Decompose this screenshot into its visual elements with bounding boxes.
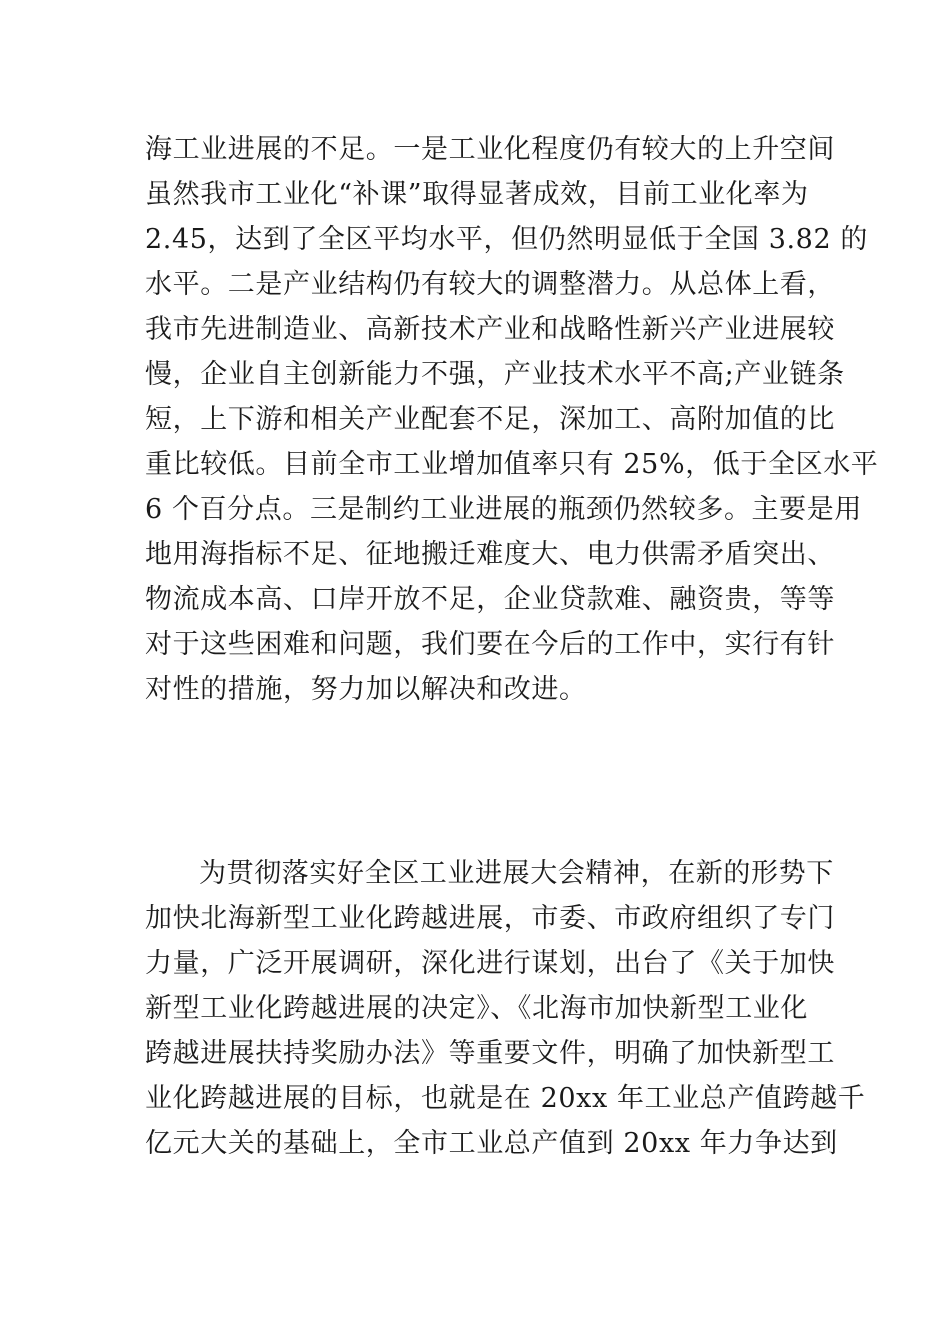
text-line: 6 个百分点。三是制约工业进展的瓶颈仍然较多。主要是用: [145, 494, 862, 525]
text-line: 力量，广泛开展调研，深化进行谋划，出台了《关于加快: [145, 948, 835, 979]
text-line: 短，上下游和相关产业配套不足，深加工、高附加值的比: [145, 404, 835, 435]
text-line-last: 对性的措施，努力加以解决和改进。: [145, 674, 587, 705]
text-line: 业化跨越进展的目标，也就是在 20xx 年工业总产值跨越千: [145, 1083, 866, 1114]
text-line: 虽然我市工业化“补课”取得显著成效，目前工业化率为: [145, 179, 809, 210]
text-line: 物流成本高、口岸开放不足，企业贷款难、融资贵，等等: [145, 584, 835, 615]
text-line: 2.45，达到了全区平均水平，但仍然明显低于全国 3.82 的: [145, 224, 868, 255]
text-line: 加快北海新型工业化跨越进展，市委、市政府组织了专门: [145, 903, 835, 934]
paragraph-industrial-shortcomings: [145, 127, 879, 712]
text-line: 我市先进制造业、高新技术产业和战略性新兴产业进展较: [145, 314, 835, 345]
text-line: 新型工业化跨越进展的决定》、《北海市加快新型工业化: [145, 993, 808, 1024]
text-line: 海工业进展的不足。一是工业化程度仍有较大的上升空间: [145, 134, 835, 165]
text-line-indented: 为贯彻落实好全区工业进展大会精神，在新的形势下: [199, 858, 834, 889]
text-line: 水平。二是产业结构仍有较大的调整潜力。从总体上看，: [145, 269, 835, 300]
text-line: 对于这些困难和问题，我们要在今后的工作中，实行有针: [145, 629, 835, 660]
paragraph-implementation-plan: [145, 851, 866, 1166]
text-line: 重比较低。目前全市工业增加值率只有 25%，低于全区水平: [145, 449, 879, 480]
text-line: 亿元大关的基础上，全市工业总产值到 20xx 年力争达到: [145, 1128, 838, 1159]
text-line: 慢，企业自主创新能力不强，产业技术水平不高;产业链条: [145, 359, 845, 390]
text-line: 地用海指标不足、征地搬迁难度大、电力供需矛盾突出、: [145, 539, 835, 570]
text-line: 跨越进展扶持奖励办法》等重要文件，明确了加快新型工: [145, 1038, 835, 1069]
